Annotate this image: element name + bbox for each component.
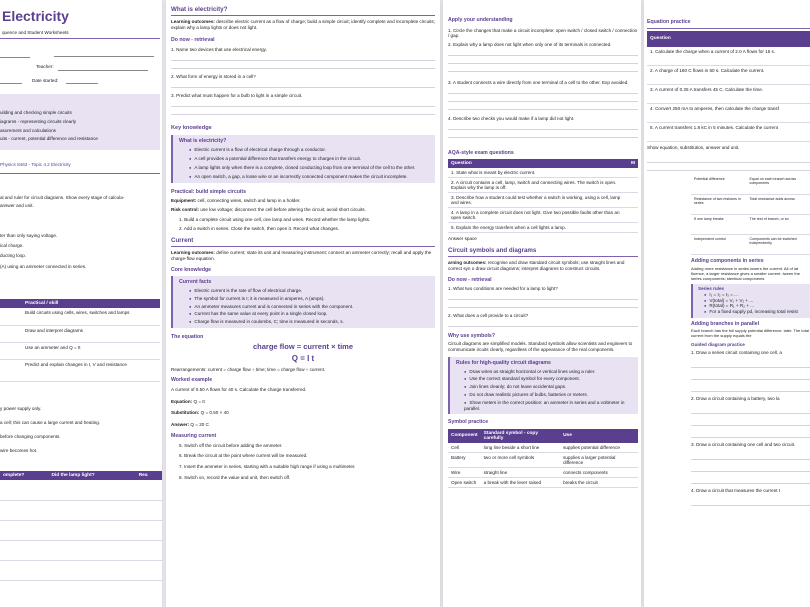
comparison-cell: Components can be switched independently [747, 235, 810, 255]
page-2 [166, 0, 440, 607]
worked-answer [171, 422, 435, 428]
aqa-question: 4. A lamp in a complete circuit does not light. Give two possible faults other than an open switch. [448, 208, 628, 223]
symbol-header: Use [560, 429, 638, 443]
symbol-header: Component [448, 429, 481, 443]
practical-row: Build circuits using cells, wires, switches and lamps [22, 308, 160, 325]
rules-title: Rules for high-quality circuit diagrams [456, 359, 551, 366]
symbol-cell: Cell [448, 443, 481, 453]
unit-subtitle: quence and Student Worksheets [2, 30, 69, 35]
comparison-cell: Total resistance adds across [747, 195, 810, 215]
question: 1. Name two devices that use electrical energy. [171, 47, 267, 53]
safety-line: a cell; this can cause a large current and heating. [0, 420, 101, 425]
rule-bullet: ● Use the correct standard symbol for every component. [464, 376, 634, 382]
page-1 [0, 0, 162, 607]
key-knowledge-box [171, 135, 435, 184]
substitution-label: Substitution: [171, 410, 200, 416]
practical-table [0, 299, 160, 382]
page-4 [644, 0, 810, 607]
date-field-2[interactable] [66, 83, 98, 84]
guided-question: 1. Draw a series circuit containing one cell, a [691, 350, 782, 356]
comparison-table [691, 175, 810, 256]
safety-line: before changing components. [0, 434, 61, 439]
equation-question: 3. A current of 0.25 A transfers 45 C. Calculate the time. [647, 85, 810, 104]
rule-bullet: ● Show meters in the correct position: an ammeter in series and a voltmeter in parallel. [464, 400, 634, 412]
knowledge-bullet: ● A lamp lights only when there is a complete, closed conducting loop from one terminal of the cell to the other. [189, 165, 431, 171]
equation-words: charge flow = current × time [252, 341, 354, 351]
aqa-header: Question [448, 159, 628, 168]
worked-question: A current of 0.50 A flows for 40 s. Calculate the charge transferred. [171, 386, 307, 392]
current-outcomes-text: define current; state its unit and measuring instrument; connect an ammeter correctly; recall and apply the charge-flow equation. [171, 250, 432, 261]
current-outcomes [171, 250, 435, 262]
rule-bullet: ● Join lines cleanly; do not leave accidental gaps. [464, 384, 634, 390]
answer-line[interactable] [448, 48, 638, 56]
symbol-cell: breaks the circuit [560, 477, 638, 487]
section-rule [171, 246, 435, 247]
fact-bullet: ● The symbol for current is I; it is measured in amperes, A (amps). [189, 296, 431, 302]
practical-row: Use an ammeter and Q = It [22, 342, 160, 359]
spec-rule [0, 173, 160, 174]
section-title: What is electricity? [171, 6, 228, 13]
rule-bullet: ● Do not draw realistic pictures of bulbs, batteries or meters. [464, 392, 634, 398]
symbol-cell: connects components [560, 467, 638, 477]
unit-title: Electricity [2, 8, 69, 24]
question: 1. What two conditions are needed for a lamp to light? [448, 286, 558, 292]
risk-control [171, 207, 435, 213]
answer-line[interactable] [448, 86, 638, 94]
do-now-title: Do now - retrieval [448, 276, 492, 283]
rules-box [448, 357, 638, 414]
answer-line[interactable] [448, 122, 638, 130]
answer-line[interactable] [448, 94, 638, 102]
marks-header: M [628, 159, 638, 168]
answer-value: Q = 20 C [190, 422, 209, 428]
outcomes-label: arning outcomes: [448, 259, 487, 265]
symbol-header: Standard symbol - copy carefully [481, 429, 560, 443]
name-field[interactable] [0, 57, 30, 58]
equation-practice-table [647, 31, 810, 143]
substitution-value: Q = 0.50 × 40 [200, 410, 229, 416]
method-step: 1. Build a complete circuit using one cell, one lamp and wires. Record whether the lamp lights. [179, 216, 371, 222]
teacher-label: Teacher: [36, 64, 54, 69]
do-now-title: Do now - retrieval [171, 36, 215, 43]
symbol-cell: supplies potential difference [560, 443, 638, 453]
symbols-title: Circuit symbols and diagrams [448, 246, 537, 254]
worked-example-title: Worked example [171, 377, 213, 384]
answer-line[interactable] [171, 61, 435, 69]
measuring-step: 8. Switch on, record the value and unit, then switch off. [179, 475, 291, 481]
rearrange-label: Rearrangements: [171, 366, 207, 372]
drawing-space[interactable] [691, 402, 810, 414]
knowledge-bullet: ● A cell provides a potential difference that transfers energy to charges in the circuit. [189, 156, 431, 162]
measuring-title: Measuring current [171, 433, 217, 440]
note-line: ter than only saying voltage. [0, 233, 58, 238]
section-rule [171, 15, 435, 16]
practical-title: Practical: build simple circuits [171, 189, 246, 196]
results-header: omplete? [0, 471, 48, 480]
fact-bullet: ● An ammeter measures current and is connected in series with the component. [189, 304, 431, 310]
symbol-cell: Wire [448, 467, 481, 477]
symbol-cell: straight line [481, 467, 560, 477]
guided-question: 3. Draw a circuit containing one cell and two circuit. [691, 441, 796, 447]
answer-line[interactable] [647, 155, 810, 163]
drawing-space[interactable] [691, 494, 810, 506]
risk-label: Risk control: [171, 206, 200, 212]
answer-space-label: Answer space [448, 236, 477, 242]
box-title: What is electricity? [179, 137, 227, 144]
answer-line[interactable] [171, 107, 435, 115]
guided-practice-title: Guided diagram practice [691, 341, 745, 347]
symbols-outcomes [448, 260, 638, 272]
rule-bullet: ● Draw wires as straight horizontal or vertical lines using a ruler. [464, 369, 634, 375]
rearrange-text: current = charge flow ÷ time; time = charge flow ÷ current. [207, 366, 326, 372]
equation-header: Question [647, 31, 810, 47]
answer-line[interactable] [171, 80, 435, 88]
comparison-cell: Independent control [691, 235, 747, 255]
learning-outcomes [171, 19, 435, 31]
answer-line[interactable] [448, 319, 638, 327]
equation-practice-title: Equation practice [647, 19, 691, 25]
series-rule: ● V(total) = V₁ + V₂ + ... [704, 298, 807, 304]
current-title: Current [171, 237, 194, 245]
symbol-table [448, 429, 638, 488]
fact-bullet: ● Current has the same value at every point in a single closed loop. [189, 311, 431, 317]
symbol-cell: two or more cell symbols [481, 452, 560, 467]
equation-symbols: Q = I t [291, 353, 315, 363]
outcomes-text: describe electric current as a flow of charge; build a simple circuit; identify complete and incomplete circuits; explain why a lamp lights or does not light. [171, 19, 435, 30]
series-components-text: Adding more resistance in series lowers the current. All of lat fluence, a larger resistance gives a smaller current. tween the series components; identical components [691, 265, 800, 281]
question: 2. What form of energy is stored in a cell? [171, 73, 256, 79]
spec-reference: Physics 8463 - Topic 4.2 Electricity [0, 162, 71, 167]
why-title: Why use symbols? [448, 332, 495, 339]
drawing-space[interactable] [691, 380, 810, 392]
objective: iagrams - representing circuits clearly [0, 118, 77, 124]
rearrangements [171, 367, 435, 373]
equation-label: Equation: [171, 398, 193, 404]
practical-header: Practical / skill [22, 299, 160, 308]
key-knowledge-title: Key knowledge [171, 124, 212, 131]
equipment-text: cell, connecting wires, switch and lamp in a holder. [197, 197, 301, 203]
fact-bullet: ● Electric current is the rate of flow of electrical charge. [189, 288, 431, 294]
aqa-table [448, 159, 638, 233]
practical-row: Draw and interpret diagrams [22, 325, 160, 342]
answer-line[interactable] [448, 130, 638, 138]
answer-line[interactable] [171, 53, 435, 61]
series-rules-title: Series rules [698, 285, 725, 291]
note-line: ical charge. [0, 243, 24, 248]
objective: asurement and calculations [0, 127, 56, 133]
question: 3. Predict what must happen for a bulb to light in a simple circuit. [171, 92, 303, 98]
drawing-space[interactable] [691, 460, 810, 472]
class-field[interactable] [54, 56, 154, 57]
core-knowledge-title: Core knowledge [171, 266, 212, 273]
intro-line: answer and unit. [0, 203, 34, 208]
aqa-title: AQA-style exam questions [448, 149, 514, 156]
note-line: ducting loop. [0, 253, 27, 258]
outcomes-label: Learning outcomes: [171, 250, 215, 256]
drawing-space[interactable] [691, 356, 810, 368]
symbol-cell: a break with the lever raised [481, 477, 560, 487]
objective: uits - current, potential difference and resistance [0, 136, 98, 142]
comparison-cell: The rest of branch, or so [747, 215, 810, 235]
outcomes-label: Learning outcomes: [171, 19, 215, 24]
fact-bullet: ● Charge flow is measured in coulombs, C; time is measured in seconds, s. [189, 319, 431, 325]
drawing-space[interactable] [691, 414, 810, 426]
worked-substitution [171, 410, 435, 416]
equation-question: 2. A charge of 180 C flows in 60 s. Calculate the current. [647, 66, 810, 85]
facts-title: Current facts [179, 279, 212, 286]
results-table [0, 471, 162, 581]
symbol-cell: long line beside a short line [481, 443, 560, 453]
answer-line[interactable] [448, 64, 638, 72]
practical-row: Predict and explain changes in I, V and resistance [22, 359, 160, 381]
method-step: 2. Add a switch in series. Close the switch, then open it. Record what changes. [179, 226, 340, 232]
teacher-field[interactable] [58, 70, 148, 71]
worked-equation [171, 399, 435, 405]
measuring-step: 7. Insert the ammeter in series, starting with a suitable high range if using a multimeter. [179, 464, 356, 470]
series-rule: ● I₁ = I₂ = I₃ = ... [704, 292, 807, 298]
comparison-cell: Potential difference [691, 175, 747, 195]
aqa-question: 2. A circuit contains a cell, lamp, switch and connecting wires. The switch is open. Explain why the lamp is off. [448, 178, 628, 193]
aqa-question: 5. Explain the energy transfers when a cell lights a lamp. [448, 223, 628, 233]
apply-question: 3. A student connects a wire directly from one terminal of a cell to the other. Exp avoided. [448, 79, 629, 85]
aqa-question: 3. Describe how a student could test whether a switch is working, using a cell, lamp and wires. [448, 193, 628, 208]
knowledge-bullet: ● Electric current is a flow of electrical charge through a conductor. [189, 147, 431, 153]
equation-question: 5. A current transfers 1.8 kC in 5 minutes. Calculate the current [647, 123, 810, 142]
intro-line: al and ruler for circuit diagrams. Show every stage of calcula- [0, 195, 125, 200]
objectives-box [0, 94, 160, 150]
why-text: Circuit diagrams are simplified models. Standard symbols allow scientists and engineers to communicate ircuits clearly, regardless of the appearance of the real components. [448, 341, 633, 353]
apply-question: 1. Circle the changes that make a circuit incomplete: open switch / closed switch / connection / gap. [448, 27, 638, 39]
comparison-cell: Resistance of two resistors in series [691, 195, 747, 215]
answer-line[interactable] [647, 163, 810, 171]
question: 2. What does a cell provide to a circuit? [448, 312, 529, 318]
equation-question: 1. Calculate the charge when a current of 2.0 A flows for 15 s. [647, 47, 810, 66]
series-rule: ● R(total) = R₁ + R₂ + ... [704, 303, 807, 309]
series-rules-box [691, 284, 810, 318]
equation-title: The equation [171, 333, 204, 340]
answer-line[interactable] [448, 102, 638, 110]
safety-line: y power supply only. [0, 406, 42, 411]
drawing-space[interactable] [691, 472, 810, 484]
section-rule [647, 28, 810, 29]
answer-line[interactable] [448, 56, 638, 64]
series-rule: ● For a fixed supply pd, increasing total resist [704, 309, 807, 315]
symbol-cell: Open switch [448, 477, 481, 487]
section-rule [448, 256, 638, 257]
answer-label: Answer: [171, 422, 190, 428]
measuring-step: 6. Break the circuit at the point where current will be measured. [179, 453, 308, 459]
comparison-cell: Equal on each branch across components [747, 175, 810, 195]
symbols-outcomes-text: recognise and draw standard circuit symbols; use straight lines and correct syn o draw circuit diagrams; interpret diagrams to construct circuits. [448, 259, 625, 271]
drawing-space[interactable] [691, 448, 810, 460]
results-header: Rea [136, 471, 162, 480]
answer-line[interactable] [448, 292, 638, 300]
parallel-text: Each branch has the full supply potential difference. later. The total current from the supply equals the [691, 327, 809, 338]
risk-text: use low voltage; disconnect the cell before altering the circuit; avoid short circuits. [200, 206, 366, 212]
knowledge-bullet: ● An open switch, a gap, a loose wire or an incorrectly connected component makes the circuit incomplete. [189, 174, 431, 180]
symbol-practice-title: Symbol practice [448, 419, 489, 426]
date-field-1[interactable] [0, 83, 22, 84]
symbol-cell: Battery [448, 452, 481, 467]
results-header: Did the lamp light? [48, 471, 135, 480]
answer-line[interactable] [448, 300, 638, 308]
parallel-title: Adding branches in parallel [691, 320, 760, 327]
current-facts-box [171, 276, 435, 328]
equation-value: Q = It [193, 398, 205, 404]
aqa-question: 1. State what is meant by electric current. [448, 168, 628, 178]
measuring-step: 5. Switch off the circuit before adding the ammeter. [179, 442, 283, 448]
apply-question: 2. Explain why a lamp does not light when only one of its terminals is connected. [448, 42, 612, 48]
note-line: (A) using an ammeter connected in series. [0, 264, 87, 269]
page-3 [443, 0, 641, 607]
series-components-title: Adding components in series [691, 258, 764, 265]
guided-question: 4. Draw a circuit that measures the current t [691, 487, 781, 493]
equation-question: 4. Convert 250 mA to amperes, then calculate the charge transf [647, 104, 810, 123]
equipment-label: Equipment: [171, 197, 197, 203]
equipment [171, 198, 435, 204]
comparison-cell: If one lamp breaks [691, 215, 747, 235]
drawing-space[interactable] [691, 426, 810, 438]
objective: uilding and checking simple circuits [0, 110, 72, 115]
show-working-note: Show equation, substitution, answer and unit. [647, 145, 740, 151]
date-label: Date started: [32, 78, 59, 83]
apply-question: 4. Describe two checks you would make if a lamp did not light. [448, 115, 575, 121]
answer-line[interactable] [171, 99, 435, 107]
apply-title: Apply your understanding [448, 17, 513, 23]
safety-line: wire becomes hot. [0, 448, 38, 453]
guided-question: 2. Draw a circuit containing a battery, two la [691, 396, 780, 402]
title-rule [0, 38, 160, 39]
drawing-space[interactable] [691, 368, 810, 380]
symbol-cell: supplies a larger potential difference [560, 452, 638, 467]
